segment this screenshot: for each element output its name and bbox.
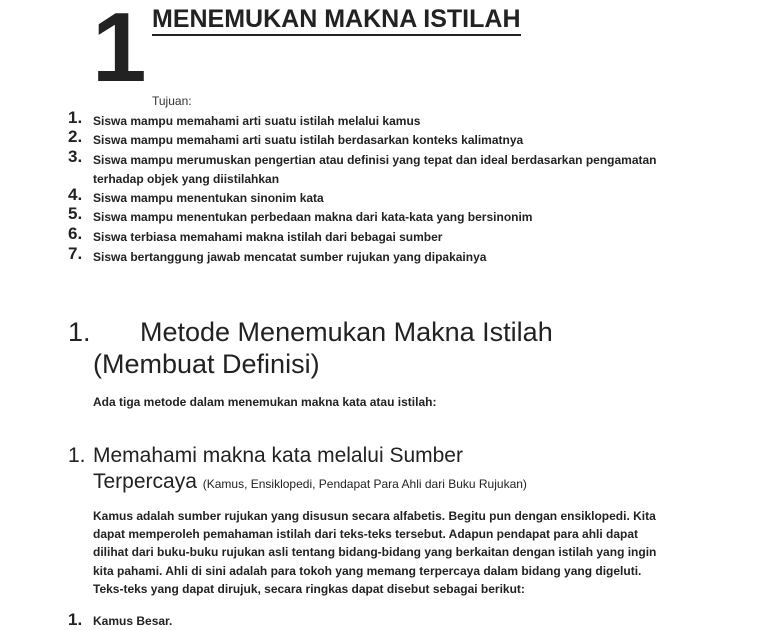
subsection-subtitle: (Kamus, Ensiklopedi, Pendapat Para Ahli dari Buku Rujukan) — [202, 477, 527, 491]
objective-item — [68, 224, 668, 247]
objective-number: 1. — [68, 108, 83, 127]
source-list-text: Kamus Besar. — [93, 614, 173, 628]
subsection-title-line1: Memahami makna kata melalui Sumber — [93, 444, 463, 467]
objective-item — [68, 244, 668, 267]
objective-item — [68, 147, 668, 189]
body-text — [93, 507, 668, 598]
subsection-title-line2 — [93, 469, 527, 497]
objective-text: Siswa mampu memahami arti suatu istilah melalui kamus — [93, 114, 421, 128]
section-intro: Ada tiga metode dalam menemukan makna kata atau istilah: — [93, 395, 437, 409]
objective-text: Siswa bertanggung jawab mencatat sumber rujukan yang dipakainya — [93, 250, 487, 264]
objective-text: Siswa mampu memahami arti suatu istilah berdasarkan konteks kalimatnya — [93, 133, 524, 147]
objective-text: Siswa mampu menentukan perbedaan makna dari kata-kata yang bersinonim — [93, 210, 533, 224]
objective-number: 6. — [68, 224, 83, 243]
objective-item — [68, 185, 668, 208]
paragraph: Kamus adalah sumber rujukan yang disusun secara alfabetis. Begitu pun dengan ensiklopedi. Kita dapat memperoleh pemahaman istilah dari teks-teks tersebut. Adapun pendapat para ahli dapat dilihat dari buku-buku rujukan asli tentang bidang-bidang yang berkaitan dengan istilah yang ingin kita pahami. Ahli di sini adalah para tokoh yang memang terpercaya dalam bidang yang digeluti. — [93, 509, 657, 578]
paragraph-lead: Teks-teks yang dapat dirujuk, secara ringkas dapat disebut sebagai berikut: — [93, 581, 525, 596]
section-title-line1: Metode Menemukan Makna Istilah — [140, 317, 553, 347]
objective-number: 7. — [68, 244, 83, 263]
objective-item — [68, 108, 668, 131]
objective-number: 5. — [68, 204, 83, 223]
objective-number: 4. — [68, 185, 83, 204]
objective-text: Siswa mampu menentukan sinonim kata — [93, 191, 324, 205]
subsection-title-word: Terpercaya — [93, 470, 197, 493]
section-number: 1. — [68, 317, 91, 347]
objective-number: 2. — [68, 127, 83, 146]
objective-item — [68, 127, 668, 150]
section-title-line2: (Membuat Definisi) — [93, 349, 320, 379]
chapter-title: MENEMUKAN MAKNA ISTILAH — [152, 4, 521, 36]
objectives-label: Tujuan: — [152, 94, 192, 108]
chapter-number: 1 — [92, 0, 147, 102]
objective-item — [68, 204, 668, 227]
source-list-number: 1. — [68, 610, 83, 629]
subsection-number: 1. — [68, 444, 86, 467]
objective-text: Siswa terbiasa memahami makna istilah dari bebagai sumber — [93, 230, 443, 244]
objective-text: Siswa mampu merumuskan pengertian atau definisi yang tepat dan ideal berdasarkan pengamatan terhadap objek yang diistilahkan — [93, 153, 657, 186]
objective-number: 3. — [68, 147, 83, 166]
